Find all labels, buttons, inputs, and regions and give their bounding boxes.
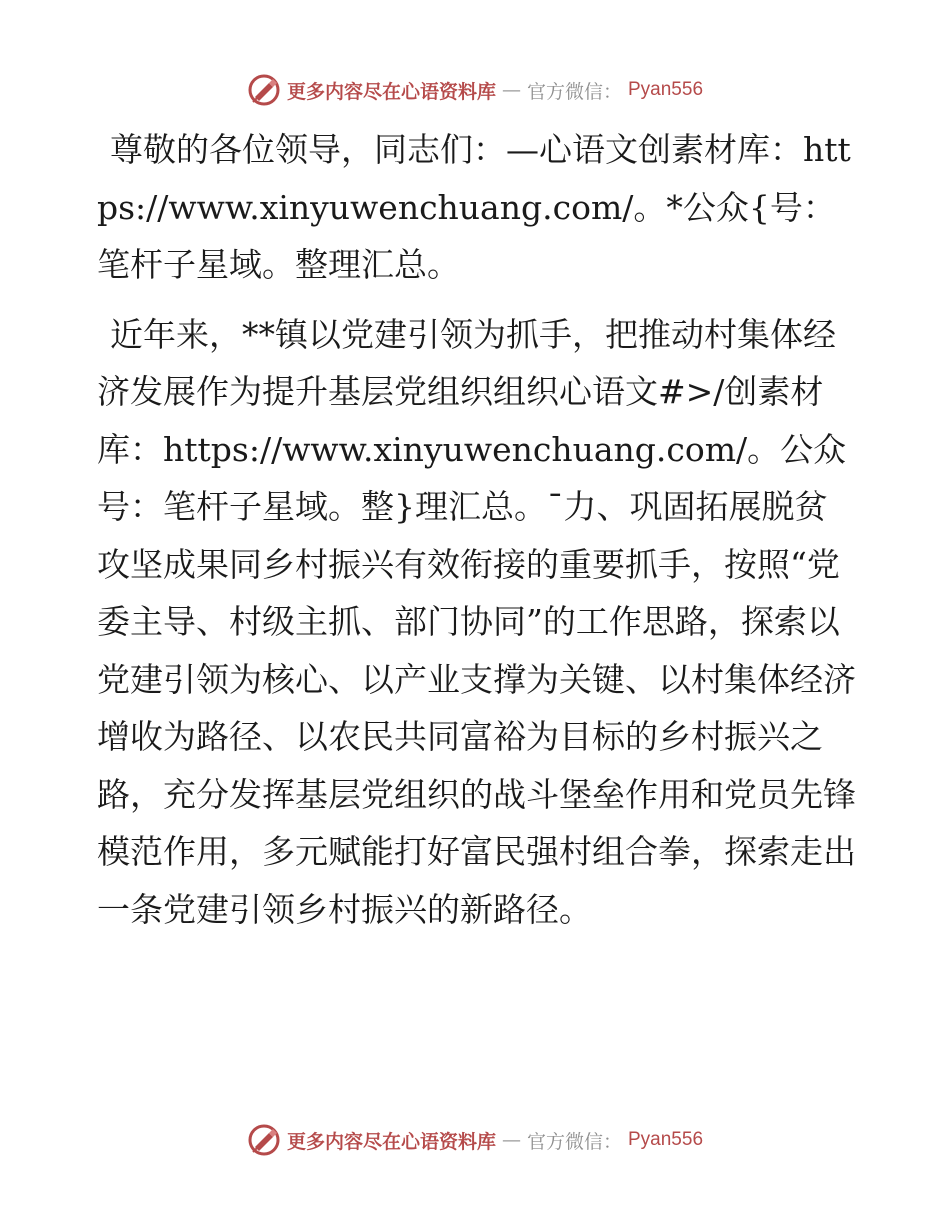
banner-wechat-label: 官方微信： — [526, 1130, 622, 1153]
banner-slogan: 更多内容尽在心语资料库 — [286, 1130, 496, 1153]
banner-wechat-label: 官方微信： — [526, 80, 622, 103]
header-banner — [0, 70, 950, 110]
footer-banner — [0, 1120, 950, 1160]
logo-icon — [247, 1123, 281, 1157]
banner-separator: — — [501, 79, 521, 101]
document-body — [97, 121, 857, 950]
banner-wechat-id: Pyan556 — [628, 79, 704, 100]
logo-icon — [247, 73, 281, 107]
paragraph-main: 近年来，**镇以党建引领为抓手，把推动村集体经济发展作为提升基层党组织组织心语文#>/创素材库：https://www.xinyuwenchuang.com/。公众号：笔杆子星域。整}理汇总。¯力、巩固拓展脱贫攻坚成果同乡村振兴有效衔接的重要抓手，按照“党委主导、村级主抓、部门协同”的工作思路，探索以党建引领为核心、以产业支撑为关键、以村集体经济增收为路径、以农民共同富裕为目标的乡村振兴之路，充分发挥基层党组织的战斗堡垒作用和党员先锋模范作用，多元赋能打好富民强村组合拳，探索走出一条党建引领乡村振兴的新路径。 — [97, 314, 856, 929]
banner-slogan: 更多内容尽在心语资料库 — [286, 80, 496, 103]
banner-separator: — — [501, 1129, 521, 1151]
banner-wechat-id: Pyan556 — [628, 1129, 704, 1150]
paragraph-greeting: 尊敬的各位领导，同志们：—心语文创素材库：https://www.xinyuwenchuang.com/。*公众{号：笔杆子星域。整理汇总。 — [97, 130, 851, 284]
